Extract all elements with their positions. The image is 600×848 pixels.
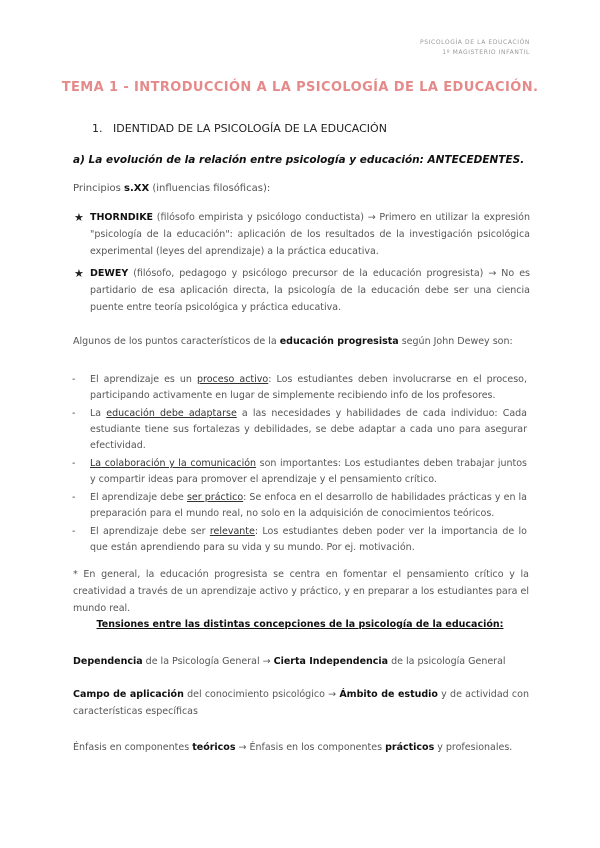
tension-bold: Ámbito de estudio — [339, 689, 438, 700]
tensiones-heading: Tensiones entre las distintas concepciones de la psicología de la educación: — [96, 619, 504, 630]
tension-text: y de actividad con características específicas — [73, 689, 529, 717]
point-underline: ser práctico — [186, 492, 244, 503]
header-course: 1º MAGISTERIO INFANTIL — [442, 49, 530, 56]
figure-name: THORNDIKE — [90, 212, 154, 223]
list-item — [72, 456, 528, 488]
point-text: El aprendizaje es un — [90, 374, 197, 385]
page-title: TEMA 1 - INTRODUCCIÓN A LA PSICOLOGÍA DE LA EDUCACIÓN. — [61, 80, 539, 95]
figure-description: (filósofo, pedagogo y psicólogo precursor de la educación progresista) → No es partidario de esa aplicación directa, la psicología de la educación debe ser una ciencia puente entre teoría psicológica y práctica educativa. — [90, 268, 530, 313]
tension-bold: Campo de aplicación — [73, 689, 184, 700]
tension-text: de la psicología General — [388, 656, 506, 667]
principios-text-end: (influencias filosóficas): — [149, 183, 271, 194]
list-item — [72, 524, 527, 556]
point-text-end: : Los estudiantes deben poder ver la importancia de lo que están aprendiendo para su vida y su mundo. Por ej. motivación. — [90, 526, 527, 553]
list-item — [72, 372, 528, 404]
dash-bullet-icon: - — [72, 458, 76, 469]
summary-note: * En general, la educación progresista se centra en fomentar el pensamiento crítico y la creatividad a través de un aprendizaje activo y práctico, y en preparar a los estudiantes para el mundo real. — [73, 569, 529, 614]
point-text-end: : Los estudiantes deben involucrarse en el proceso, participando activamente en lugar de simplemente recibiendo info de los profesores. — [90, 374, 528, 401]
tension-line — [73, 653, 529, 670]
point-text: El aprendizaje debe ser — [90, 526, 210, 537]
intro-bold: educación progresista — [279, 336, 399, 347]
tension-text: → Énfasis en los componentes — [235, 742, 386, 753]
point-text-end: a las necesidades y habilidades de cada individuo: Cada estudiante tiene sus fortalezas y debilidades, se debe adaptar a cada uno para asegurar efectividad. — [90, 408, 528, 451]
list-item-thorndike — [74, 209, 530, 260]
intro-text: Algunos de los puntos característicos de la — [73, 336, 280, 347]
tension-line — [73, 686, 529, 720]
header-subject: PSICOLOGÍA DE LA EDUCACIÓN — [420, 39, 530, 46]
principios-line — [73, 183, 529, 194]
tension-bold: Cierta Independencia — [273, 656, 389, 667]
intro-paragraph — [73, 336, 529, 347]
star-bullet-icon: ★ — [74, 267, 84, 280]
section-title: IDENTIDAD DE LA PSICOLOGÍA DE LA EDUCACIÓN — [113, 122, 387, 135]
tension-bold: teóricos — [192, 742, 236, 753]
point-text: La — [90, 408, 107, 419]
points-list — [72, 372, 528, 558]
point-underline: La colaboración y la comunicación — [90, 458, 257, 469]
tension-line — [73, 739, 529, 756]
list-item — [72, 490, 528, 522]
tension-text: de la Psicología General → — [142, 656, 274, 667]
subsection-heading: a) La evolución de la relación entre psicología y educación: ANTECEDENTES. — [73, 154, 525, 166]
tension-text: y profesionales. — [434, 742, 513, 753]
point-underline: relevante — [209, 526, 255, 537]
dash-bullet-icon: - — [72, 492, 76, 503]
tension-text: del conocimiento psicológico → — [183, 689, 340, 700]
list-item-dewey — [74, 265, 530, 316]
principios-text: Principios — [73, 183, 124, 194]
tension-bold: prácticos — [385, 742, 435, 753]
section-number: 1. — [92, 122, 103, 135]
point-text-end: son importantes: Los estudiantes deben trabajar juntos y compartir ideas para promover el aprendizaje y el pensamiento crítico. — [90, 458, 528, 485]
list-item — [72, 406, 528, 454]
figure-name: DEWEY — [90, 268, 129, 279]
dash-bullet-icon: - — [72, 526, 76, 537]
star-bullet-icon: ★ — [74, 211, 84, 224]
point-text-end: : Se enfoca en el desarrollo de habilidades prácticas y en la preparación para el mundo real, no solo en la adquisición de conocimientos teóricos. — [90, 492, 528, 519]
tension-text: Énfasis en componentes — [73, 742, 193, 753]
section-heading — [92, 122, 548, 135]
intro-text-end: según John Dewey son: — [398, 336, 513, 347]
dash-bullet-icon: - — [72, 374, 76, 385]
point-text: El aprendizaje debe — [90, 492, 187, 503]
figure-description: (filósofo empirista y psicólogo conductista) → Primero en utilizar la expresión "psicología de la educación": aplicación de los resultados de la investigación psicológica experimental (leyes del aprendizaje) a la práctica educativa. — [90, 212, 530, 257]
dash-bullet-icon: - — [72, 408, 76, 419]
tension-bold: Dependencia — [73, 656, 143, 667]
principios-bold: s.XX — [124, 183, 150, 194]
point-underline: proceso activo — [196, 374, 269, 385]
document-header — [420, 38, 530, 58]
point-underline: educación debe adaptarse — [106, 408, 237, 419]
